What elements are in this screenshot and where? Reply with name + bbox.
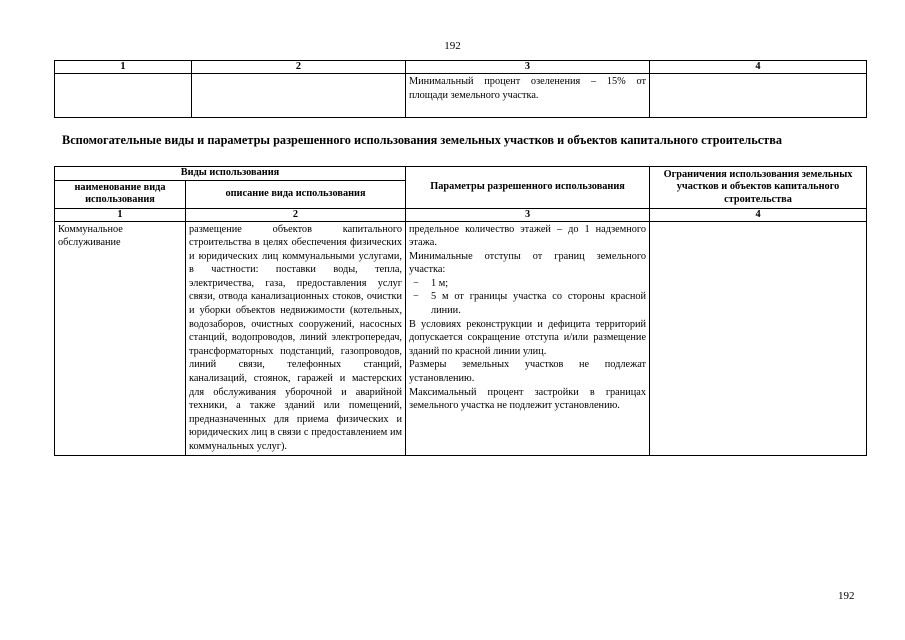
page-number-bottom: 192: [838, 590, 855, 602]
column-number: 3: [406, 208, 650, 221]
max-coverage-note: Максимальный процент застройки в границах земельного участка не подлежит установлению.: [409, 386, 647, 412]
list-item: − 1 м;: [409, 277, 646, 291]
header-row: [55, 167, 867, 181]
use-description-cell: размещение объектов капитального строительства в целях обеспечения физических и юридических лиц коммунальными услугами, в частности: поставки воды, тепла, электричества, газа, предоставления услуг связи, отвода канализационных стоков, очистки и уборки объектов недвижимости (котельных, водозаборов, очистных сооружений, насосных станций, водопроводов, линий электропередач, трансформаторных подстанций, газопроводов, линий связи, телефонных станций, канализаций, стоянок, гаражей и мастерских для обслуживания уборочной и аварийной техники, а также зданий или помещений, предназначенных для приема физических и юридических лиц в связи с предоставлением им коммунальных услуг).: [186, 221, 406, 455]
section-heading: Вспомогательные виды и параметры разрешенного использования земельных участков и объектов капитального строительства: [62, 133, 782, 147]
table-cell: [192, 74, 406, 118]
column-number: 2: [186, 208, 406, 221]
use-description-header: описание вида использования: [186, 180, 406, 208]
column-number-row: [55, 61, 867, 74]
column-number: 3: [406, 61, 650, 74]
use-name-cell: Коммунальное обслуживание: [55, 221, 186, 455]
restrictions-header: Ограничения использования земельных участков и объектов капитального строительства: [650, 167, 867, 209]
params-cell: [406, 221, 650, 455]
list-item: − 5 м от границы участка со стороны красной линии.: [409, 290, 646, 317]
setbacks-list: [409, 277, 646, 318]
column-number: 1: [55, 61, 192, 74]
page-number-top: 192: [444, 40, 461, 52]
table-row: [55, 74, 867, 118]
column-number: 4: [650, 208, 867, 221]
setbacks-intro: Минимальные отступы от границ земельного участка:: [409, 250, 647, 276]
column-number-row: [55, 208, 867, 221]
use-name-header: наименование вида использования: [55, 180, 186, 208]
table-row: [55, 221, 867, 455]
column-number: 4: [650, 61, 867, 74]
table-cell: [55, 74, 192, 118]
column-number: 2: [192, 61, 406, 74]
restrictions-cell: [650, 221, 867, 455]
reconstruction-note: В условиях реконструкции и дефицита территорий допускается сокращение отступа и/или размещение зданий по красной линии улиц.: [409, 318, 647, 357]
column-number: 1: [55, 208, 186, 221]
floors-limit: предельное количество этажей – до 1 надземного этажа.: [409, 223, 647, 249]
plot-size-note: Размеры земельных участков не подлежат установлению.: [409, 359, 647, 385]
params-header: Параметры разрешенного использования: [406, 167, 650, 209]
min-greening-cell: Минимальный процент озеленения – 15% от площади земельного участка.: [406, 74, 650, 118]
continuation-table: [54, 60, 867, 118]
table-cell: [650, 74, 867, 118]
uses-group-header: Виды использования: [55, 167, 406, 181]
auxiliary-uses-table: [54, 166, 867, 456]
